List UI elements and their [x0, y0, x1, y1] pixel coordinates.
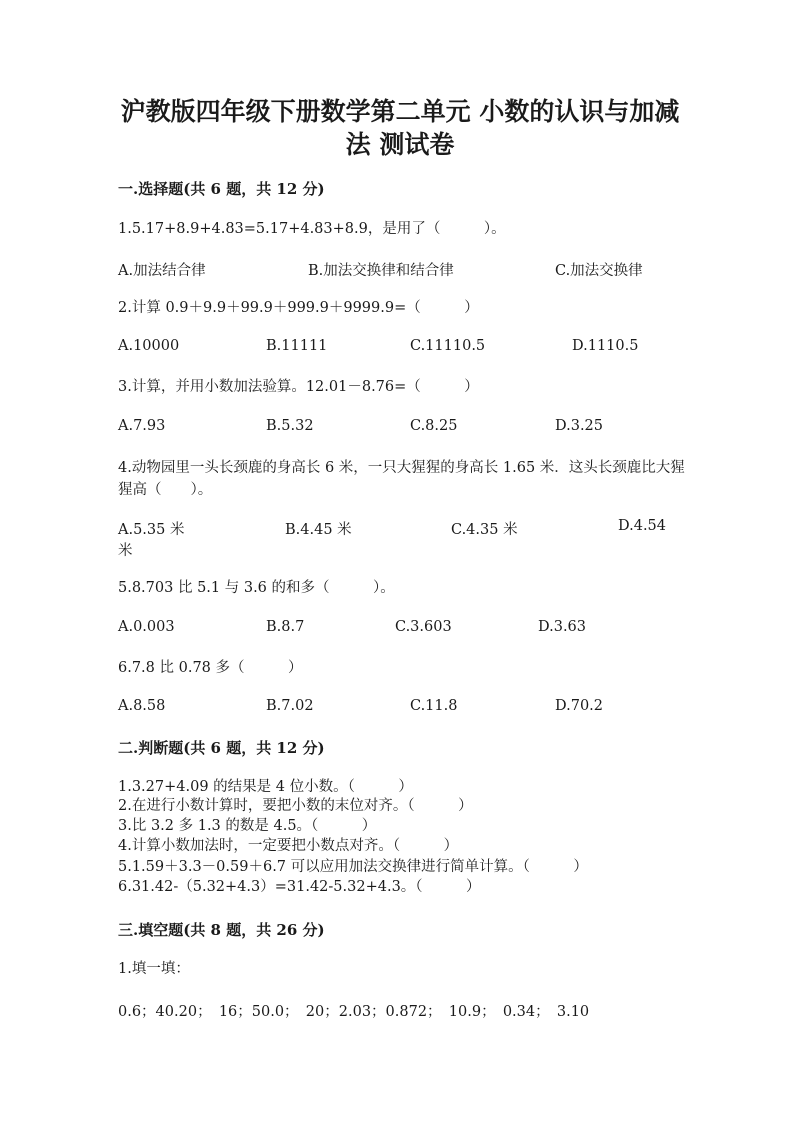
page-title-line-1: 沪教版四年级下册数学第二单元 小数的认识与加减 [120, 97, 680, 126]
question-1-options [118, 259, 688, 281]
page-title-line-2: 法 测试卷 [345, 130, 455, 159]
option-d[interactable]: D.3.63 [538, 619, 587, 635]
option-b[interactable]: B.5.32 [266, 418, 314, 434]
option-d[interactable]: D.1110.5 [572, 338, 639, 354]
judgment-item-6: 6.31.42-（5.32+4.3）=31.42-5.32+4.3。（ ） [118, 879, 481, 895]
option-a[interactable]: A.0.003 [118, 619, 175, 635]
question-4: 4.动物园里一头长颈鹿的身高长 6 米，一只大猩猩的身高长 1.65 米．这头长颈鹿比大猩猩高（ ）。 [118, 460, 685, 498]
option-a[interactable]: A.加法结合律 [118, 263, 206, 279]
option-d[interactable]: D.3.25 [555, 418, 604, 434]
judgment-item-1: 1.3.27+4.09 的结果是 4 位小数。（ ） [118, 779, 413, 795]
question-3-options [118, 418, 688, 440]
option-c[interactable]: C.4.35 米 [451, 522, 518, 538]
option-a[interactable]: A.10000 [118, 338, 180, 354]
option-b[interactable]: B.加法交换律和结合律 [308, 263, 454, 279]
page-title [100, 95, 700, 161]
question-2-options [118, 338, 688, 360]
question-2: 2.计算 0.9＋9.9＋99.9＋999.9＋9999.9=（ ） [118, 300, 479, 316]
judgment-item-4: 4.计算小数加法时，一定要把小数点对齐。（ ） [118, 838, 459, 854]
option-b[interactable]: B.7.02 [266, 698, 314, 714]
question-6: 6.7.8 比 0.78 多（ ） [118, 660, 303, 676]
section-heading-fill-blank: 三.填空题(共 8 题，共 26 分) [118, 921, 325, 939]
judgment-item-2: 2.在进行小数计算时，要把小数的末位对齐。（ ） [118, 798, 473, 814]
section-heading-choice: 一.选择题(共 6 题，共 12 分) [118, 180, 325, 198]
option-c[interactable]: C.11110.5 [410, 338, 486, 354]
option-b[interactable]: B.4.45 米 [285, 522, 352, 538]
question-5-options [118, 619, 688, 641]
option-b[interactable]: B.11111 [266, 338, 328, 354]
option-a[interactable]: A.5.35 米 [118, 522, 185, 538]
section-heading-true-false: 二.判断题(共 6 题，共 12 分) [118, 739, 325, 757]
option-c[interactable]: C.3.603 [395, 619, 452, 635]
option-c[interactable]: C.11.8 [410, 698, 458, 714]
question-4-options [118, 518, 688, 540]
option-d[interactable]: D.70.2 [555, 698, 604, 714]
option-b[interactable]: B.8.7 [266, 619, 305, 635]
fill-question-1-values: 0.6；40.20； 16；50.0； 20；2.03；0.872； 10.9； 0.34； 3.10 [118, 1004, 590, 1020]
option-c[interactable]: C.加法交换律 [555, 263, 643, 279]
option-a[interactable]: A.8.58 [118, 698, 166, 714]
question-3: 3.计算，并用小数加法验算。12.01－8.76=（ ） [118, 379, 479, 395]
option-a[interactable]: A.7.93 [118, 418, 166, 434]
option-a-wrap: 米 [118, 543, 133, 559]
question-5: 5.8.703 比 5.1 与 3.6 的和多（ ）。 [118, 580, 395, 596]
judgment-item-5: 5.1.59＋3.3－0.59＋6.7 可以应用加法交换律进行简单计算。（ ） [118, 859, 588, 875]
option-d[interactable]: D.4.54 [618, 518, 667, 534]
judgment-item-3: 3.比 3.2 多 1.3 的数是 4.5。（ ） [118, 818, 377, 834]
question-6-options [118, 698, 688, 720]
question-1: 1.5.17+8.9+4.83=5.17+4.83+8.9，是用了（ ）。 [118, 221, 506, 237]
option-c[interactable]: C.8.25 [410, 418, 458, 434]
fill-question-1: 1.填一填： [118, 961, 190, 977]
